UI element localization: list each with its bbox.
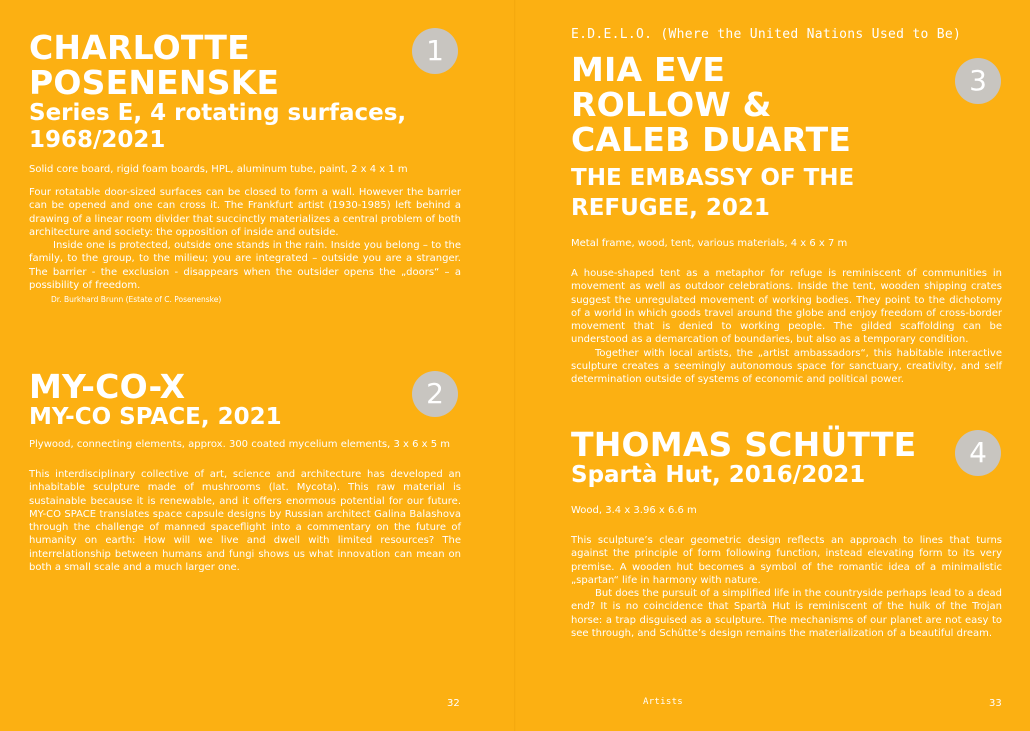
work-title: Series E, 4 rotating surfaces, 1968/2021	[29, 100, 407, 153]
work-title: MY-CO SPACE, 2021	[29, 404, 282, 430]
running-footer: Artists	[643, 697, 684, 707]
entry-number-badge: 3	[955, 58, 1001, 104]
artist-entry-schuette	[571, 427, 1002, 640]
entry-number-badge: 1	[412, 28, 458, 74]
artist-name: MY-CO-X	[29, 367, 186, 406]
artist-entry-my-co-x	[29, 369, 461, 574]
artist-name: MIA EVE ROLLOW & CALEB DUARTE	[571, 50, 852, 159]
work-description	[29, 186, 461, 292]
work-materials: Metal frame, wood, tent, various materials, 4 x 6 x 7 m	[571, 238, 848, 249]
work-materials: Wood, 3.4 x 3.96 x 6.6 m	[571, 505, 697, 516]
description-paragraph: This interdisciplinary collective of art, science and architecture has developed an inhabitable sculpture made of mushrooms (lat. Mycota). This raw material is sustainable because it is renewable, and it offers enormous potential for our future. MY-CO SPACE translates space capsule designs by Russian architect Galina Balashova through the challenge of manned spaceflight into a commentary on the future of humanity on earth: How will we live and dwell with limited resources? The interrelationship between humans and fungi shows us what innovation can mean on both a small scale and a much larger one.	[29, 469, 461, 574]
artist-name: CHARLOTTE POSENENSKE	[29, 28, 280, 102]
work-materials: Solid core board, rigid foam boards, HPL, aluminum tube, paint, 2 x 4 x 1 m	[29, 164, 408, 175]
artist-entry-posenenske	[29, 30, 461, 305]
page-gutter	[514, 0, 516, 731]
description-paragraph: Together with local artists, the „artist ambassadors“, this habitable interactive sculpture creates a seemingly autonomous space for sanctuary, creativity, and self determination outside of systems of economic and political power.	[571, 347, 1002, 386]
description-paragraph: But does the pursuit of a simplified life in the countryside perhaps lead to a dead end? It is no coincidence that Spartà Hut is reminiscent of the hulk of the Trojan horse: a trap disguised as a sculpture. The mechanisms of our planet are not easy to see through, and Schütte’s design remains the materialization of a beautiful dream.	[571, 588, 1002, 640]
section-overline: E.D.E.L.O. (Where the United Nations Used to Be)	[571, 27, 962, 42]
artist-entry-rollow-duarte	[571, 52, 1002, 387]
page-number: 33	[989, 698, 1002, 709]
work-title: THE EMBASSY OF THE REFUGEE, 2021	[571, 165, 855, 221]
work-title: Spartà Hut, 2016/2021	[571, 462, 866, 488]
description-paragraph: This sculpture’s clear geometric design reflects an approach to lines that turns against the principle of form following function, instead elevating form to its very premise. A wooden hut becomes a symbol of the romantic idea of a minimalistic „spartan“ life in harmony with nature.	[571, 535, 1002, 586]
quote-credit: Dr. Burkhard Brunn (Estate of C. Posenenske)	[51, 295, 222, 305]
description-paragraph: Four rotatable door-sized surfaces can be closed to form a wall. However the barrier can be opened and one can cross it. The Frankfurt artist (1930-1985) left behind a drawing of a linear room divider that succinctly materializes a central problem of both architecture and society: the opposition of inside and outside.	[29, 187, 461, 238]
entry-number-badge: 4	[955, 430, 1001, 476]
description-paragraph: Inside one is protected, outside one stands in the rain. Inside you belong – to the family, to the group, to the milieu; you are integrated – outside you are a stranger. The barrier - the exclusion - disappears when the outsider opens the „doors“ – a possibility of freedom.	[29, 240, 461, 292]
artist-name: THOMAS SCHÜTTE	[571, 425, 917, 464]
entry-number-badge: 2	[412, 371, 458, 417]
work-description	[571, 534, 1002, 640]
work-description	[29, 468, 461, 574]
work-materials: Plywood, connecting elements, approx. 300 coated mycelium elements, 3 x 6 x 5 m	[29, 439, 451, 450]
work-description	[571, 267, 1002, 387]
description-paragraph: A house-shaped tent as a metaphor for refuge is reminiscent of communities in movement as well as outdoor celebrations. Inside the tent, wooden shipping crates suggest the unregulated movement of working bodies. They point to the dichotomy of a world in which goods travel around the globe and enjoy freedom of cross-border movement that is denied to working people. The gilded scaffolding can be understood as a demarcation of boundaries, but also as a temporary condition.	[571, 268, 1002, 346]
page-number: 32	[447, 698, 460, 709]
